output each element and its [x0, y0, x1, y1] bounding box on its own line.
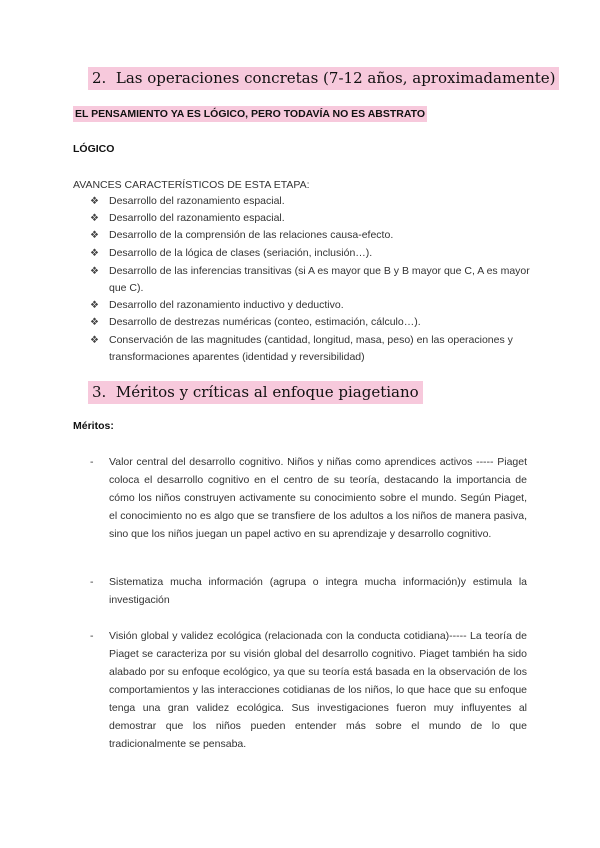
- diamond-bullet-icon: ❖: [90, 196, 99, 207]
- diamond-bullet-icon: ❖: [90, 335, 99, 346]
- dash-bullet: -: [90, 576, 94, 588]
- bullet-item: ❖ Desarrollo del razonamiento espacial.: [90, 210, 535, 227]
- merit-item: - Sistematiza mucha información (agrupa o integra mucha información)y estimula la investigación: [90, 573, 527, 609]
- dash-bullet: -: [90, 630, 94, 642]
- bullet-item: ❖ Desarrollo del razonamiento espacial.: [90, 193, 535, 210]
- bullet-item: ❖ Desarrollo de la lógica de clases (seriación, inclusión…).: [90, 245, 535, 262]
- diamond-bullet-icon: ❖: [90, 248, 99, 259]
- bullet-item: ❖ Desarrollo del razonamiento inductivo y deductivo.: [90, 297, 535, 314]
- diamond-bullet-icon: ❖: [90, 266, 99, 277]
- section-number: 2.: [92, 69, 107, 87]
- bullet-item: ❖ Desarrollo de las inferencias transitivas (si A es mayor que B y B mayor que C, A es mayor que C).: [90, 265, 530, 294]
- section-heading-meritos-criticas: [88, 383, 423, 401]
- dash-bullet: -: [90, 456, 94, 468]
- merit-item: - Visión global y validez ecológica (relacionada con la conducta cotidiana)----- La teoría de Piaget se caracteriza por su visión global del desarrollo cognitivo. Piaget también ha sido alabado por su enfoque ecológico, ya que su teoría está basada en la observación de los comportamientos y las interacciones cotidianas de los niños, lo que hace que su enfoque tenga una gran validez ecológica. Sus investigaciones fueron muy influyentes al demostrar que los niños pueden entender más sobre el mundo de lo que tradicionalmente se pensaba.: [90, 627, 527, 753]
- diamond-bullet-icon: ❖: [90, 230, 99, 241]
- section-number: 3.: [92, 383, 107, 401]
- section-heading-operaciones-concretas: [88, 69, 559, 87]
- diamond-bullet-icon: ❖: [90, 300, 99, 311]
- label-logico: LÓGICO: [73, 143, 115, 155]
- bullet-item: ❖ Desarrollo de la comprensión de las relaciones causa-efecto.: [90, 227, 535, 244]
- label-meritos: Méritos:: [73, 420, 114, 432]
- subtitle: EL PENSAMIENTO YA ES LÓGICO, PERO TODAVÍA NO ES ABSTRATO: [75, 108, 426, 120]
- bullet-item: ❖ Desarrollo de destrezas numéricas (conteo, estimación, cálculo…).: [90, 314, 535, 331]
- merit-item: - Valor central del desarrollo cognitivo. Niños y niñas como aprendices activos ----- Piaget coloca el desarrollo cognitivo en el centro de su teoría, destacando la importancia de cómo los niños construyen activamente su conocimiento sobre el mundo. Según Piaget, el conocimiento no es algo que se transfiere de los adultos a los niños de manera pasiva, sino que los niños juegan un papel activo en su aprendizaje y desarrollo cognitivo.: [90, 453, 527, 543]
- section-title: Méritos y críticas al enfoque piagetiano: [115, 383, 419, 401]
- section-title: Las operaciones concretas (7-12 años, aproximadamente): [115, 69, 556, 87]
- avances-heading: AVANCES CARACTERÍSTICOS DE ESTA ETAPA:: [73, 179, 310, 191]
- bullet-item: ❖ Conservación de las magnitudes (cantidad, longitud, masa, peso) en las operaciones y transformaciones aparentes (identidad y reversibilidad): [90, 334, 513, 363]
- diamond-bullet-icon: ❖: [90, 213, 99, 224]
- diamond-bullet-icon: ❖: [90, 317, 99, 328]
